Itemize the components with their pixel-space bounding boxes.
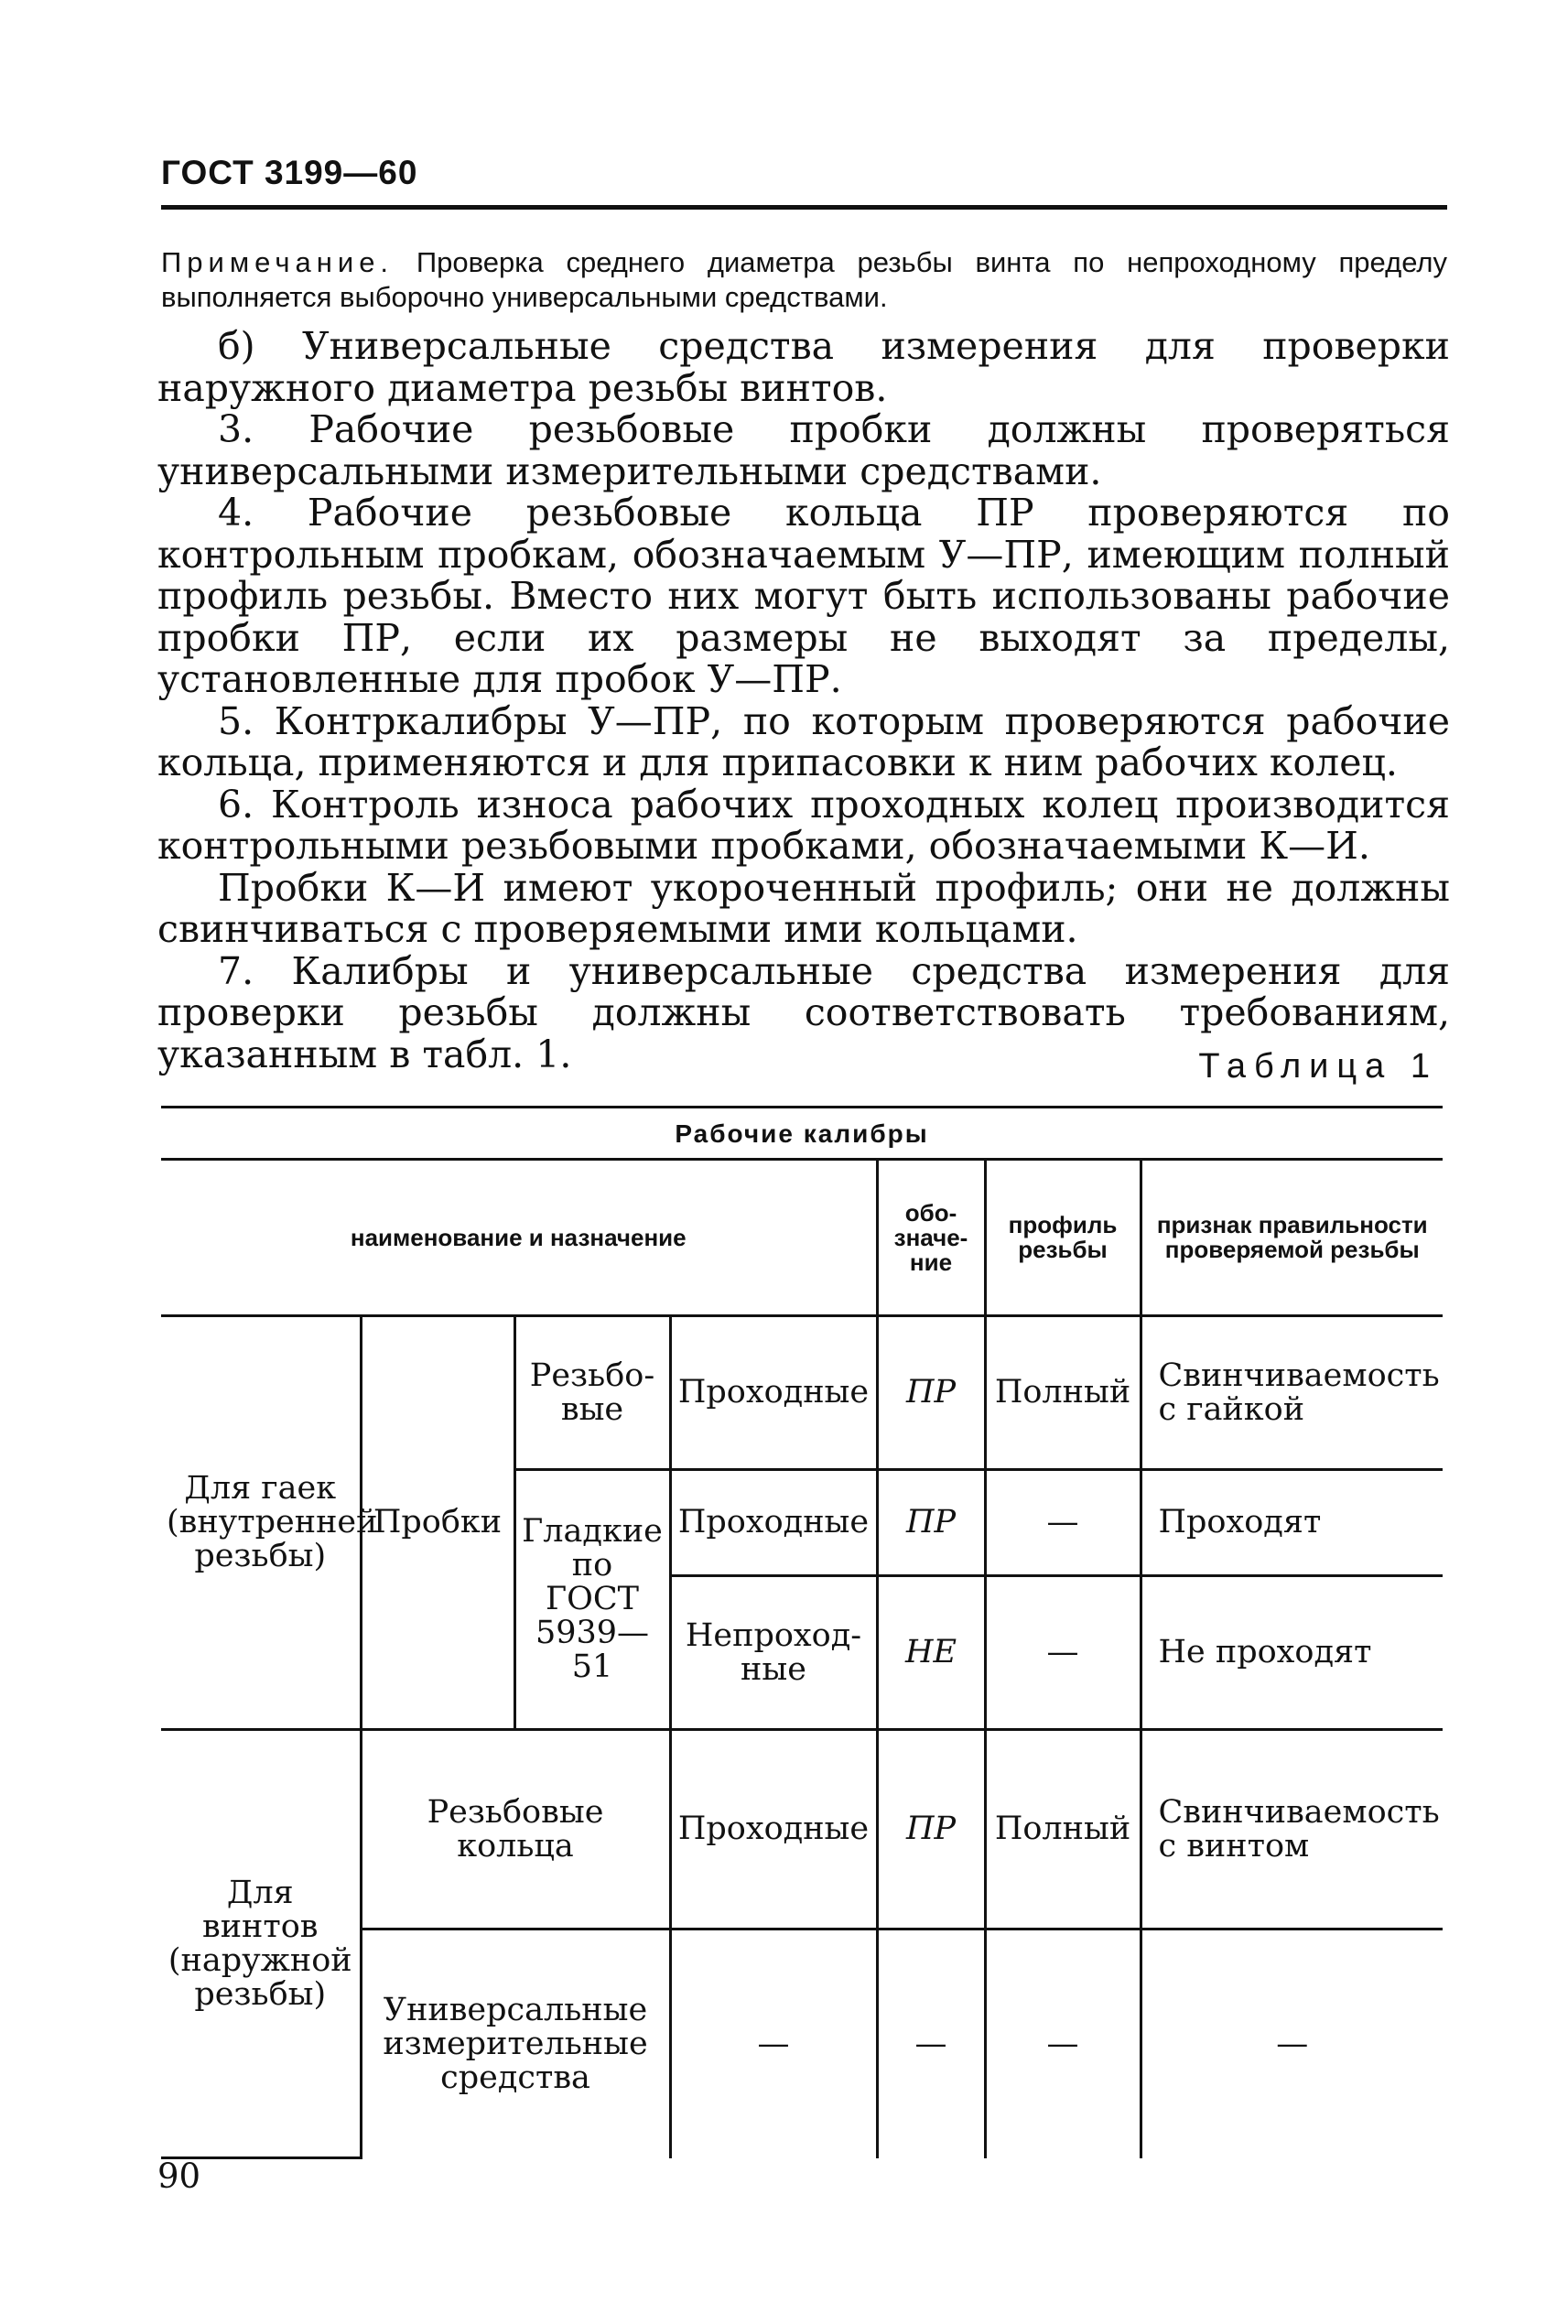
cell-designation: ПР [877,1730,985,1929]
cell-name: Резьбовые кольца [361,1730,670,1929]
cell-name: Универсальные измерительные средства [361,1929,670,2158]
cell-kind: Проходные [670,1470,877,1576]
paragraph: 5. Контркалибры У—ПР, по которым проверяются рабочие кольца, применяются и для припасовки к ним рабочих колец. [157,698,1450,784]
note-block [161,245,1447,315]
cell-sign: Свинчиваемость с гайкой [1141,1316,1443,1470]
nuts-threaded: Резьбо-вые [514,1316,670,1470]
cell-sign: Свинчиваемость с винтом [1141,1730,1443,1929]
paragraph: 7. Калибры и универсальные средства измерения для проверки резьбы должны соответствовать требованиям, указанным в табл. 1. [157,948,1450,1076]
page-number: 90 [157,2156,201,2196]
page-header [161,154,1447,192]
gauges-table [161,1106,1443,2159]
nuts-type: Пробки [361,1316,514,1730]
cell-kind: — [670,1929,877,2158]
screws-purpose: Для винтов (наружной резьбы) [161,1730,361,2158]
col-header-designation: обо-значе-ние [877,1160,985,1316]
col-header-name: наименование и назначение [161,1160,877,1316]
cell-kind: Непроход-ные [670,1576,877,1730]
cell-sign: Проходят [1141,1470,1443,1576]
note-text: Проверка среднего диаметра резьбы винта по непроходному пределу выполняется выборочно универсальными средствами. [161,246,1447,313]
nuts-purpose: Для гаек (внутренней резьбы) [161,1316,361,1730]
paragraph: 4. Рабочие резьбовые кольца ПР проверяются по контрольным пробкам, обозначаемым У—ПР, имеющим полный профиль резьбы. Вместо них могут быть использованы рабочие пробки ПР, если их размеры не выходят за пределы, установленные для пробок У—ПР. [157,491,1450,701]
cell-kind: Проходные [670,1730,877,1929]
cell-designation: ПР [877,1316,985,1470]
nuts-smooth: Гладкие по ГОСТ 5939—51 [514,1470,670,1730]
cell-profile: — [985,1576,1141,1730]
note-lead: Примечание. [161,246,395,278]
col-header-sign: признак правильности проверяемой резьбы [1141,1160,1443,1316]
cell-profile: — [985,1470,1141,1576]
cell-kind: Проходные [670,1316,877,1470]
header-rule [161,205,1447,210]
cell-profile: Полный [985,1316,1141,1470]
paragraph: Пробки К—И имеют укороченный профиль; они не должны свинчиваться с проверяемыми ими кольцами. [157,865,1450,951]
paragraph: б) Универсальные средства измерения для проверки наружного диаметра резьбы винтов. [157,324,1450,410]
cell-sign: — [1141,1929,1443,2158]
cell-designation: НЕ [877,1576,985,1730]
group-header: Рабочие калибры [161,1108,1443,1160]
body-text [157,326,1450,1076]
cell-sign: Не проходят [1141,1576,1443,1730]
col-header-profile: профиль резьбы [985,1160,1141,1316]
document-code: ГОСТ 3199—60 [161,154,418,191]
cell-designation: ПР [877,1470,985,1576]
cell-profile: — [985,1929,1141,2158]
paragraph: 3. Рабочие резьбовые пробки должны проверяться универсальными измерительными средствами. [157,407,1450,493]
table-caption: Таблица 1 [1198,1047,1438,1086]
cell-designation: — [877,1929,985,2158]
paragraph: 6. Контроль износа рабочих проходных колец производится контрольными резьбовыми пробками, обозначаемыми К—И. [157,782,1450,868]
cell-profile: Полный [985,1730,1141,1929]
